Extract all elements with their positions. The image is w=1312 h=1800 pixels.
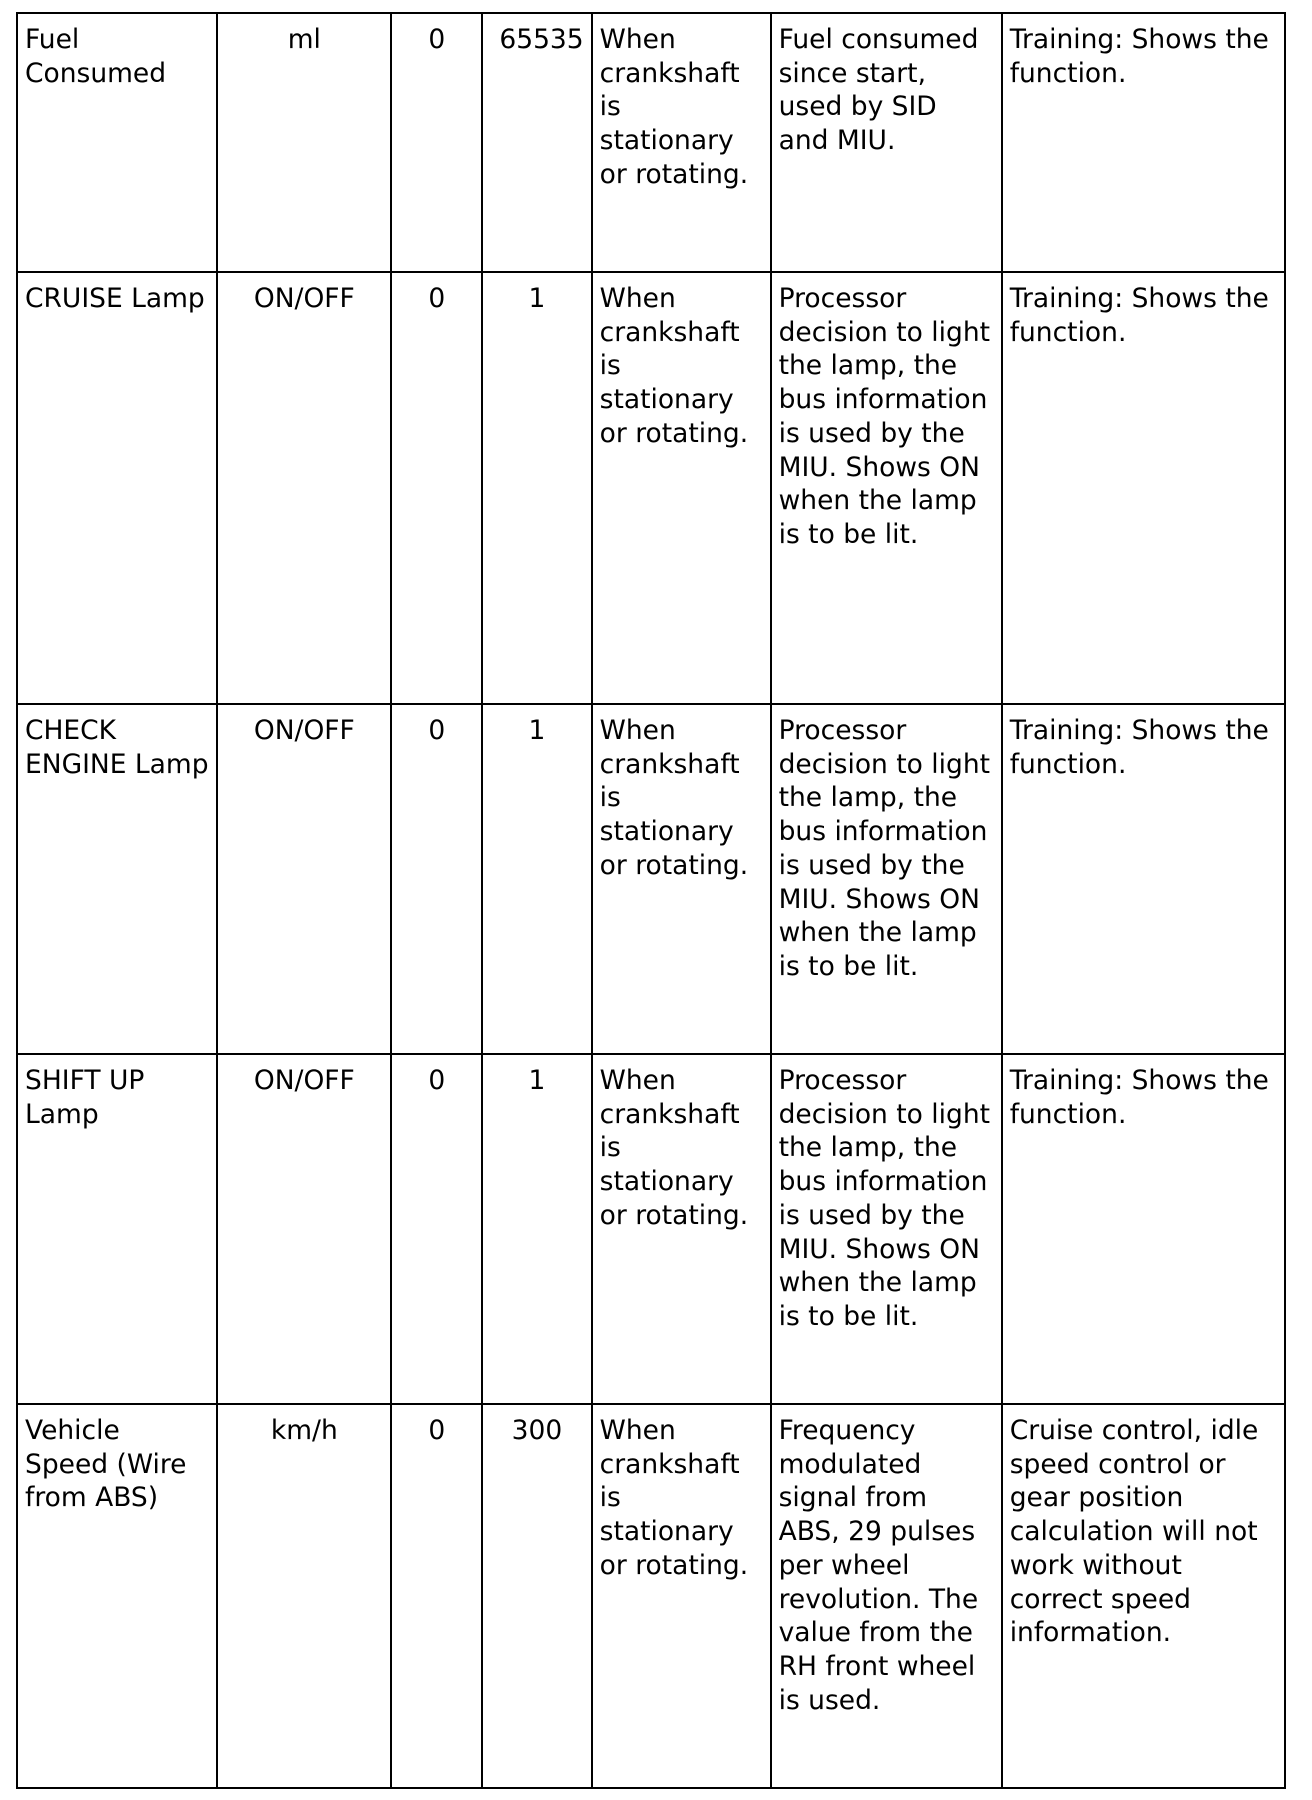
min-cell: 0: [391, 272, 482, 704]
condition-cell: When crankshaft is stationary or rotating.: [592, 704, 771, 1054]
min-cell: 0: [391, 13, 482, 272]
max-cell: 300: [482, 1404, 591, 1788]
note-cell: Training: Shows the function.: [1002, 704, 1285, 1054]
min-cell: 0: [391, 1404, 482, 1788]
description-cell: Frequency modulated signal from ABS, 29 pulses per wheel revolution. The value from the RH front wheel is used.: [771, 1404, 1002, 1788]
param-name-cell: Fuel Consumed: [17, 13, 217, 272]
table-row: [17, 272, 1285, 704]
max-cell: 1: [482, 272, 591, 704]
table-row: [17, 1054, 1285, 1404]
param-name-cell: CHECK ENGINE Lamp: [17, 704, 217, 1054]
param-name-cell: Vehicle Speed (Wire from ABS): [17, 1404, 217, 1788]
description-cell: Processor decision to light the lamp, the bus information is used by the MIU. Shows ON when the lamp is to be lit.: [771, 1054, 1002, 1404]
description-cell: Fuel consumed since start, used by SID and MIU.: [771, 13, 1002, 272]
unit-cell: ON/OFF: [217, 272, 391, 704]
table-row: [17, 13, 1285, 272]
param-name-cell: CRUISE Lamp: [17, 272, 217, 704]
description-cell: Processor decision to light the lamp, the bus information is used by the MIU. Shows ON when the lamp is to be lit.: [771, 272, 1002, 704]
parameter-table: [16, 12, 1286, 1789]
max-cell: 65535: [482, 13, 591, 272]
unit-cell: ml: [217, 13, 391, 272]
min-cell: 0: [391, 1054, 482, 1404]
description-cell: Processor decision to light the lamp, the bus information is used by the MIU. Shows ON when the lamp is to be lit.: [771, 704, 1002, 1054]
min-cell: 0: [391, 704, 482, 1054]
max-cell: 1: [482, 704, 591, 1054]
param-name-cell: SHIFT UP Lamp: [17, 1054, 217, 1404]
note-cell: Training: Shows the function.: [1002, 13, 1285, 272]
note-cell: Training: Shows the function.: [1002, 1054, 1285, 1404]
condition-cell: When crankshaft is stationary or rotating.: [592, 1404, 771, 1788]
unit-cell: ON/OFF: [217, 1054, 391, 1404]
note-cell: Training: Shows the function.: [1002, 272, 1285, 704]
max-cell: 1: [482, 1054, 591, 1404]
unit-cell: km/h: [217, 1404, 391, 1788]
unit-cell: ON/OFF: [217, 704, 391, 1054]
table-row: [17, 1404, 1285, 1788]
note-cell: Cruise control, idle speed control or gear position calculation will not work without correct speed information.: [1002, 1404, 1285, 1788]
condition-cell: When crankshaft is stationary or rotating.: [592, 272, 771, 704]
condition-cell: When crankshaft is stationary or rotating.: [592, 13, 771, 272]
condition-cell: When crankshaft is stationary or rotating.: [592, 1054, 771, 1404]
table-row: [17, 704, 1285, 1054]
